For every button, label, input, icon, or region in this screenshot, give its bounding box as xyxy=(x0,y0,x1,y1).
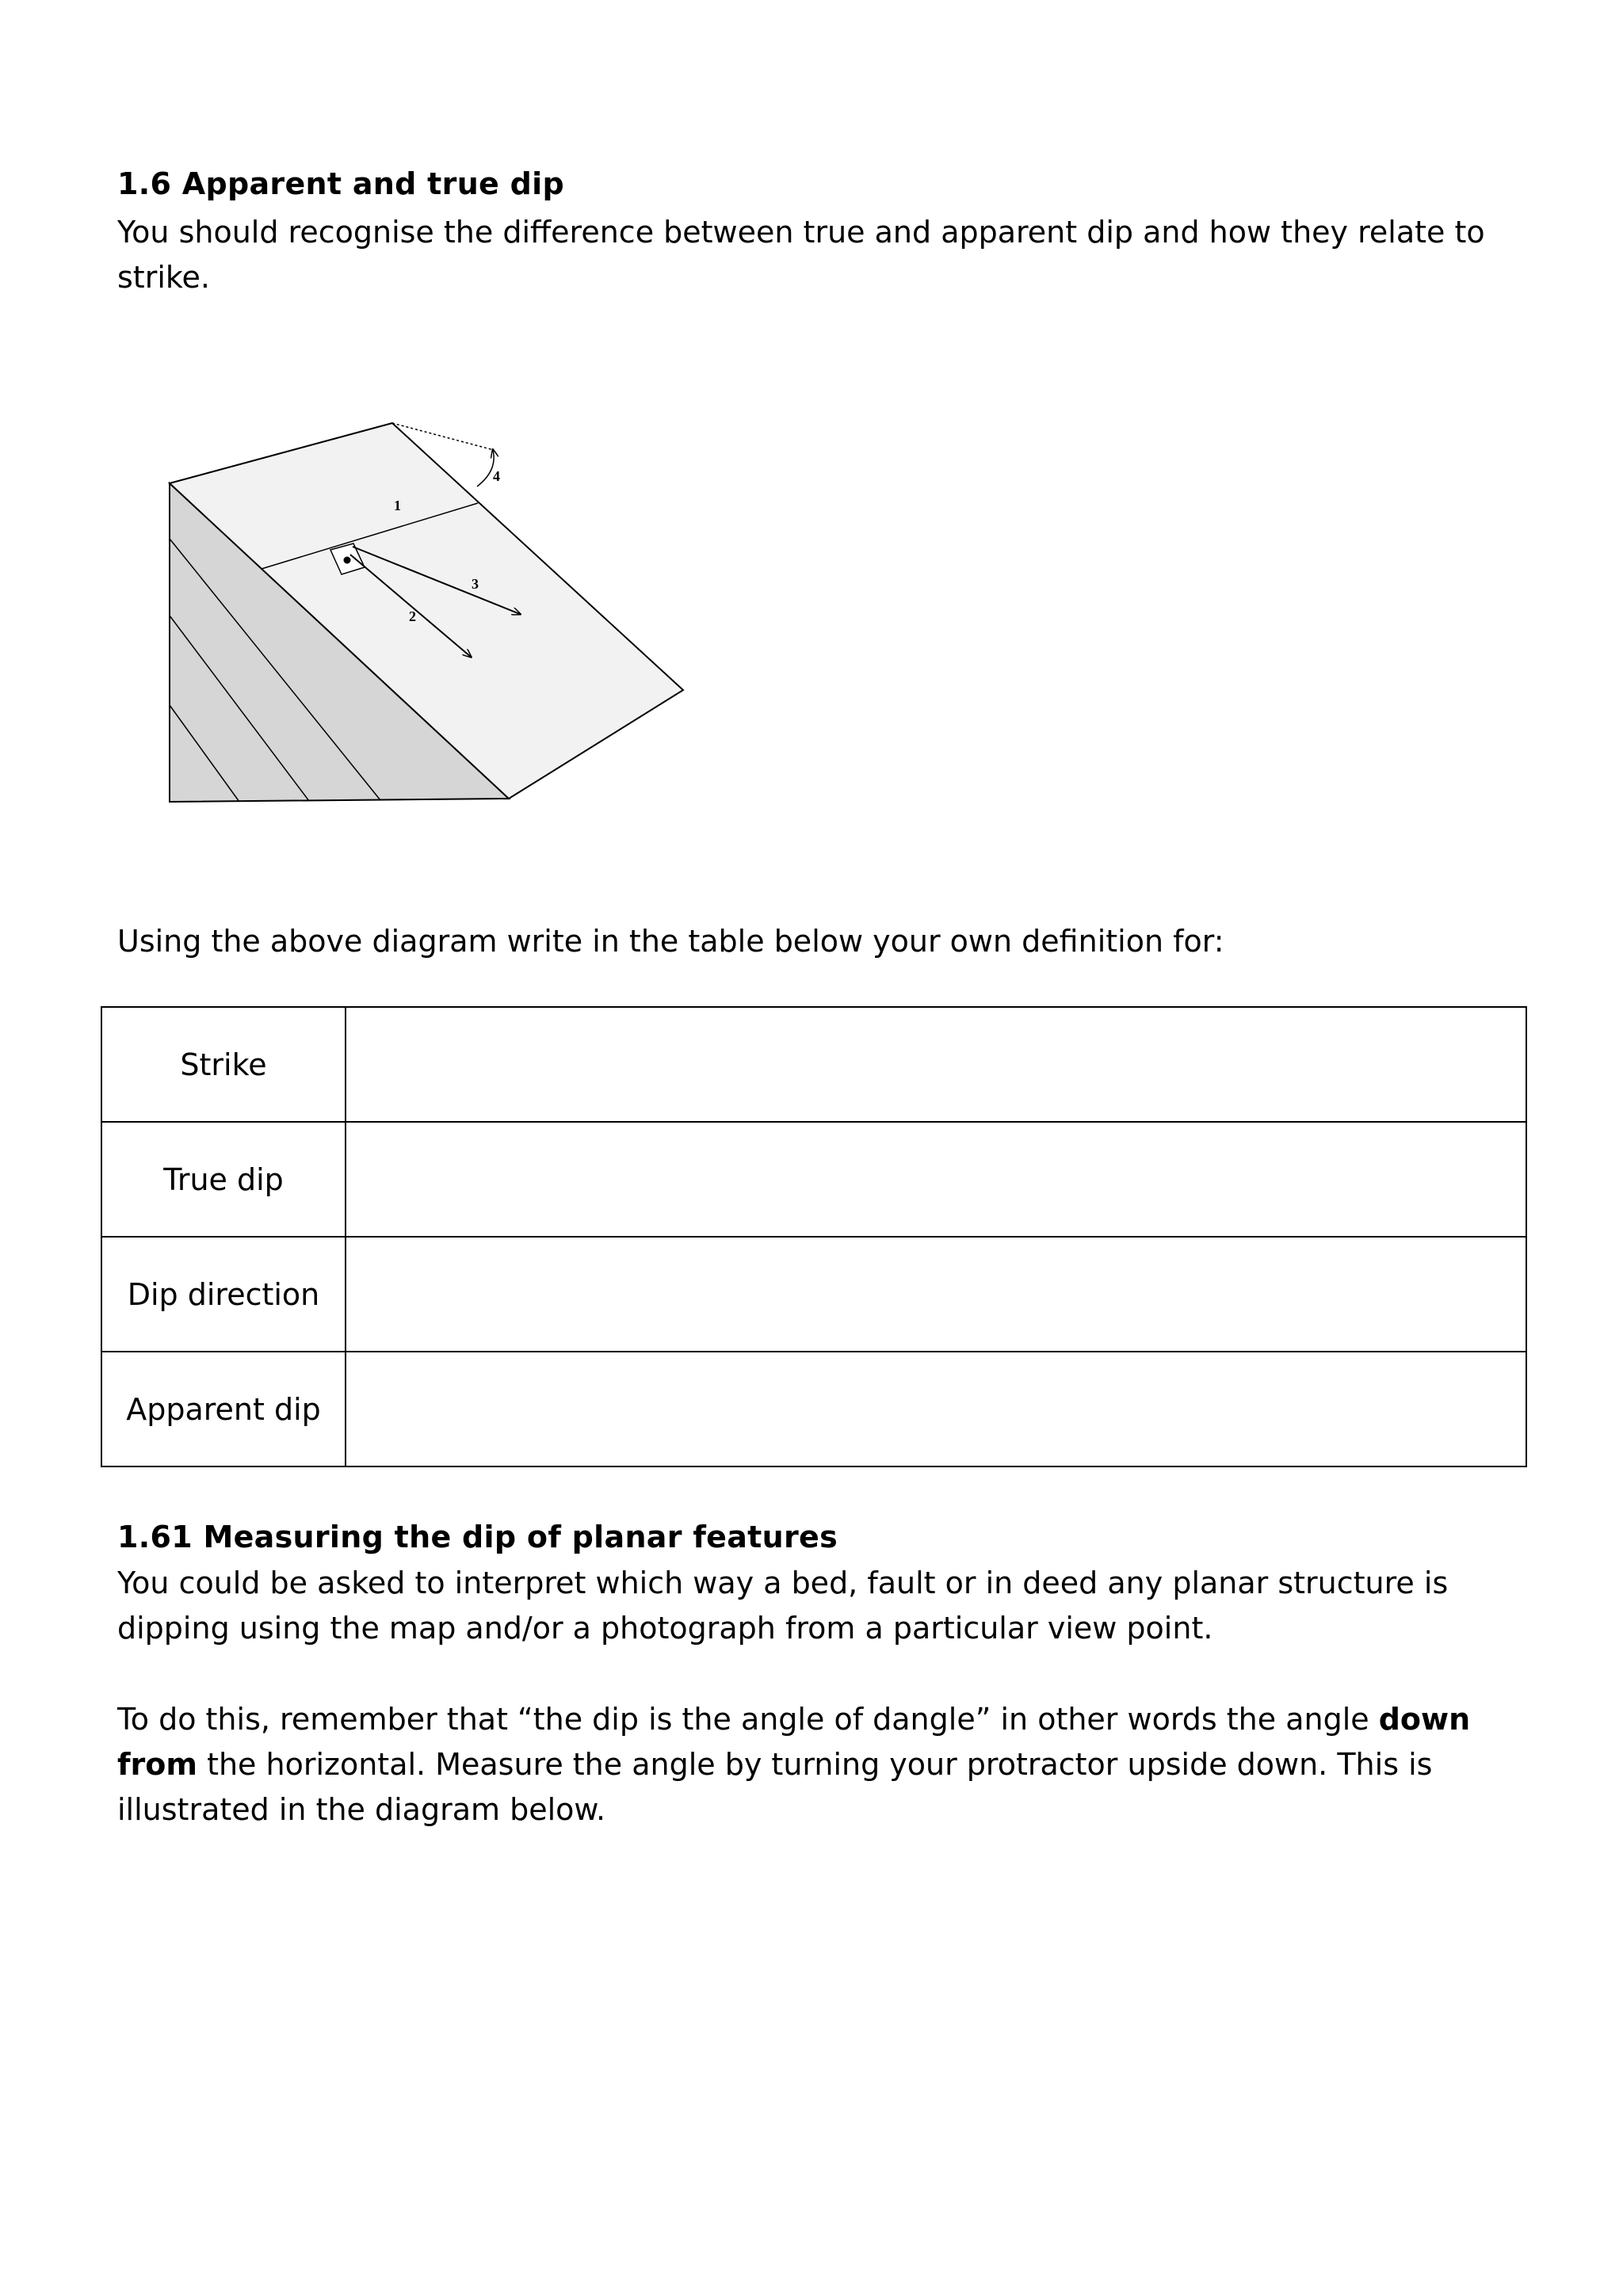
para2-text-end: the horizontal. Measure the angle by turning your protractor upside down. This is illustrated in the diagram below. xyxy=(117,1747,1433,1827)
definition-dip-direction-cell[interactable] xyxy=(346,1237,1526,1352)
table-instruction-text: Using the above diagram write in the table below your own definition for: xyxy=(117,924,1224,959)
measuring-dip-paragraph-1: You could be asked to interpret which way a bed, fault or in deed any planar structure is dipping using the map and/or a photograph from a particular view point. xyxy=(117,1566,1449,1646)
measuring-dip-paragraph-2 xyxy=(117,1697,1528,1833)
definitions-table xyxy=(101,1006,1527,1467)
label-1: 1 xyxy=(394,498,401,513)
term-dip-direction: Dip direction xyxy=(101,1237,346,1352)
label-4: 4 xyxy=(493,468,500,484)
term-true-dip: True dip xyxy=(101,1122,346,1237)
definition-apparent-dip-cell[interactable] xyxy=(346,1352,1526,1466)
section-heading-measuring-dip: 1.61 Measuring the dip of planar features xyxy=(117,1520,838,1554)
label-3: 3 xyxy=(472,576,479,592)
table-row xyxy=(101,1122,1526,1237)
table-row xyxy=(101,1237,1526,1352)
dip-block-diagram xyxy=(151,412,705,824)
dip-angle-arc xyxy=(477,450,494,486)
term-apparent-dip: Apparent dip xyxy=(101,1352,346,1466)
definition-strike-cell[interactable] xyxy=(346,1007,1526,1122)
para2-text-start: To do this, remember that “the dip is the angle of dangle” in other words the angle xyxy=(117,1702,1379,1737)
term-strike: Strike xyxy=(101,1007,346,1122)
section-intro-text: You should recognise the difference between true and apparent dip and how they relate to strike. xyxy=(117,215,1485,295)
section-heading-apparent-true-dip: 1.6 Apparent and true dip xyxy=(117,166,564,201)
table-row xyxy=(101,1352,1526,1466)
para2-bold-text: down from xyxy=(117,1702,1471,1782)
label-2: 2 xyxy=(409,608,416,624)
table-row xyxy=(101,1007,1526,1122)
compass-dot xyxy=(344,557,351,564)
definition-true-dip-cell[interactable] xyxy=(346,1122,1526,1237)
